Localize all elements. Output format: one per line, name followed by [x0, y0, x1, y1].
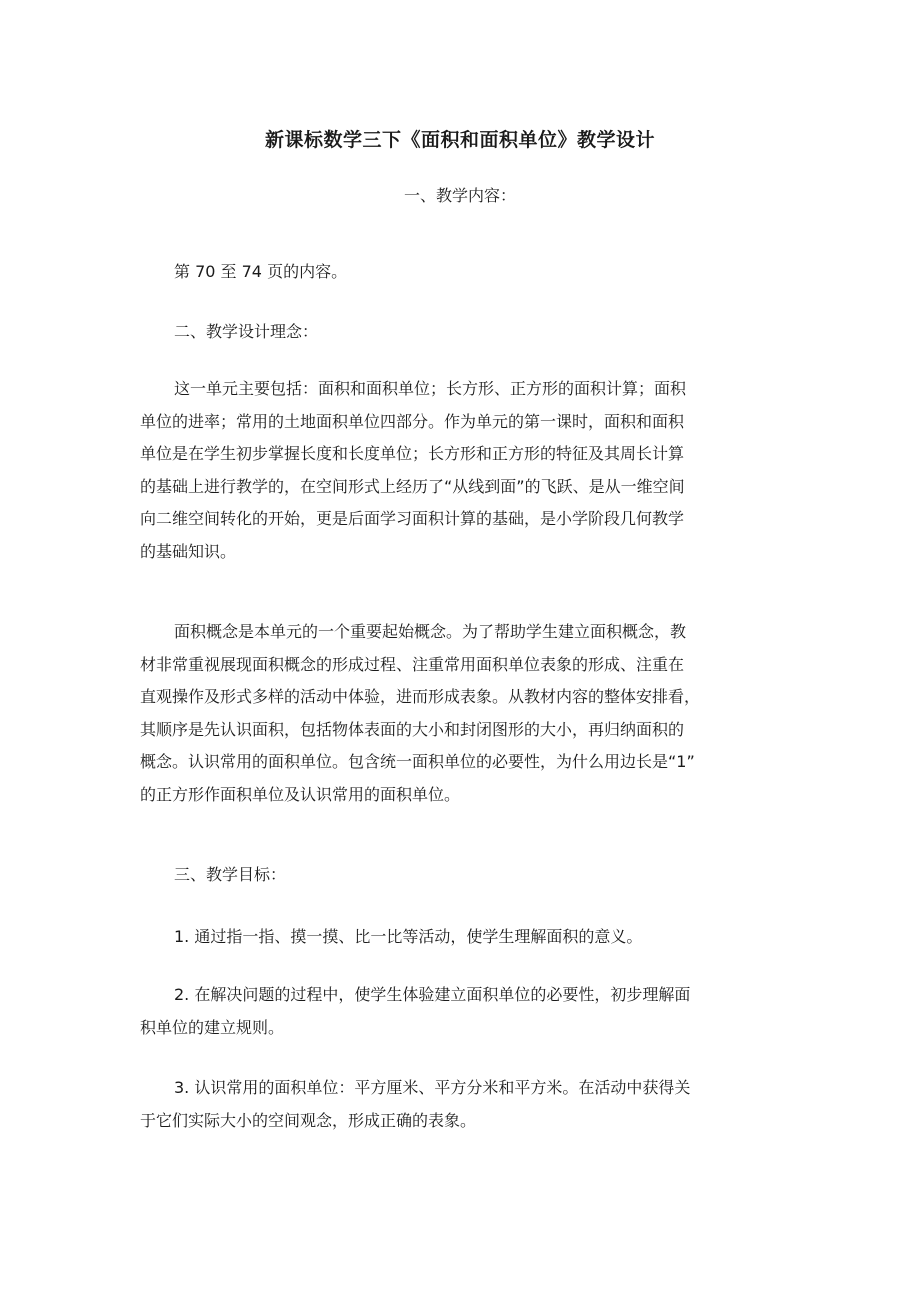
- section2-heading-line: 二、教学设计理念：: [174, 322, 319, 341]
- paragraph-line: 3. 认识常用的面积单位：平方厘米、平方分米和平方米。在活动中获得关: [174, 1078, 691, 1097]
- goal-item-2: [140, 979, 790, 1044]
- section1-heading: 一、教学内容：: [403, 186, 516, 205]
- paragraph-line: 积单位的建立规则。: [140, 1017, 285, 1037]
- paragraph-line: 于它们实际大小的空间观念，形成正确的表象。: [140, 1110, 477, 1130]
- paragraph-line: 的基础上进行教学的，在空间形式上经历了“从线到面”的飞跃、是从一维空间: [140, 476, 685, 496]
- section1-body-line: 第 70 至 74 页的内容。: [174, 262, 348, 281]
- paragraph-line: 面积概念是本单元的一个重要起始概念。为了帮助学生建立面积概念，教: [174, 622, 687, 641]
- document-title: 新课标数学三下《面积和面积单位》教学设计: [264, 129, 655, 151]
- paragraph-line: 概念。认识常用的面积单位。包含统一面积单位的必要性，为什么用边长是“1”: [140, 752, 695, 772]
- goal-item-1: [140, 921, 790, 954]
- section3-heading-line: 三、教学目标：: [174, 865, 287, 884]
- paragraph-line: 直观操作及形式多样的活动中体验，进而形成表象。从教材内容的整体安排看，: [140, 687, 701, 707]
- goal-item-3: [140, 1072, 790, 1137]
- paragraph-line: 的正方形作面积单位及认识常用的面积单位。: [140, 784, 461, 804]
- section2-heading: [140, 316, 790, 349]
- paragraph-line: 1. 通过指一指、摸一摸、比一比等活动，使学生理解面积的意义。: [174, 927, 643, 946]
- paragraph-line: 向二维空间转化的开始，更是后面学习面积计算的基础，是小学阶段几何教学: [140, 509, 685, 529]
- paragraph-line: 单位的进率；常用的土地面积单位四部分。作为单元的第一课时，面积和面积: [140, 411, 685, 431]
- paragraph-line: 材非常重视展现面积概念的形成过程、注重常用面积单位表象的形成、注重在: [140, 654, 685, 674]
- paragraph-line: 的基础知识。: [140, 541, 237, 561]
- paragraph-area-concept: [140, 616, 790, 812]
- paragraph-line: 其顺序是先认识面积，包括物体表面的大小和封闭图形的大小，再归纳面积的: [140, 719, 685, 739]
- section3-heading: [140, 859, 790, 892]
- paragraph-design-concept: [140, 373, 790, 569]
- paragraph-line: 这一单元主要包括：面积和面积单位；长方形、正方形的面积计算；面积: [174, 379, 687, 398]
- section1-body: [140, 256, 790, 289]
- paragraph-line: 2. 在解决问题的过程中，使学生体验建立面积单位的必要性，初步理解面: [174, 985, 691, 1004]
- paragraph-line: 单位是在学生初步掌握长度和长度单位；长方形和正方形的特征及其周长计算: [140, 444, 685, 464]
